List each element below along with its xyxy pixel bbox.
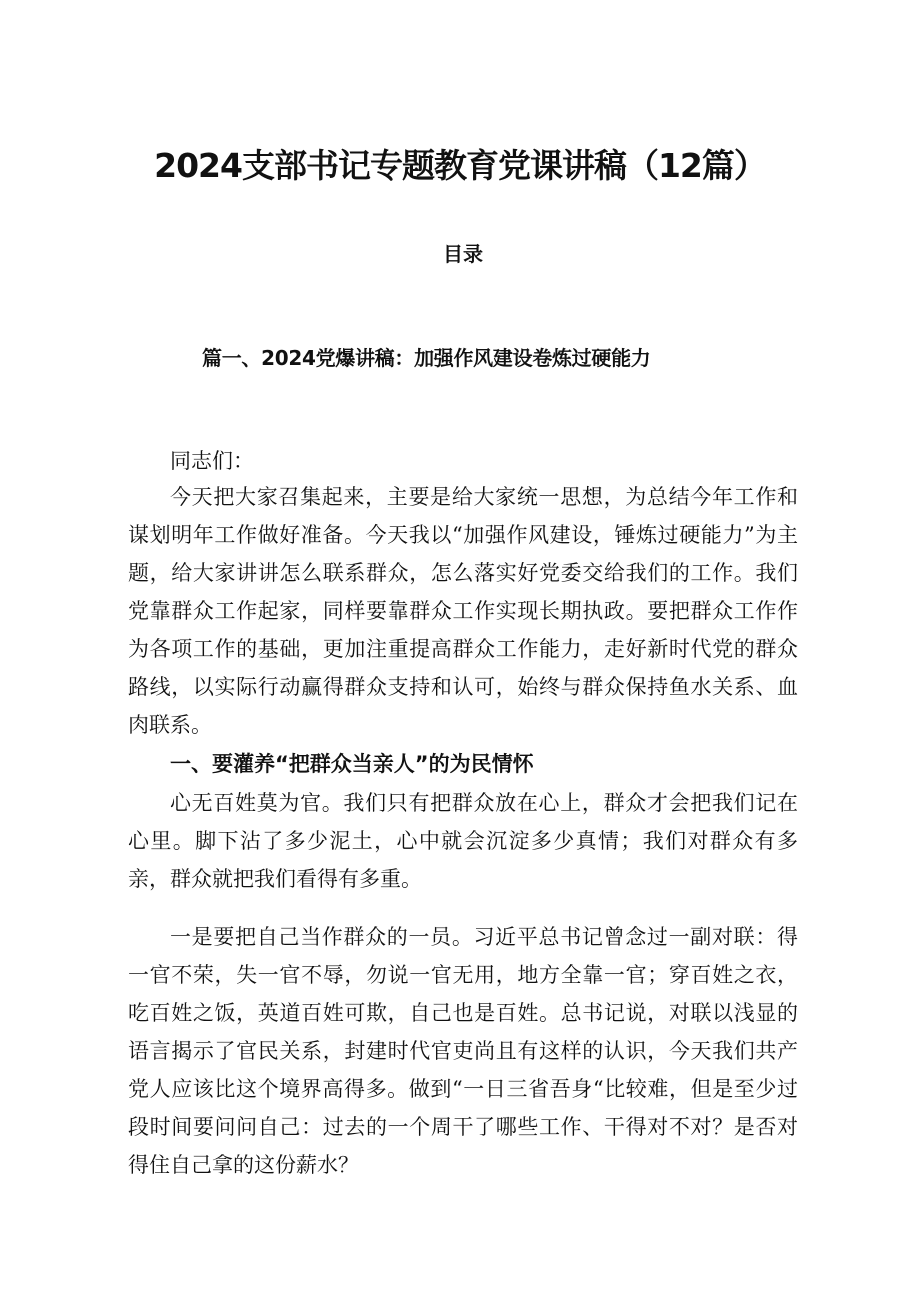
part-title: 篇一、2024党爆讲稿：加强作风建设卷炼过硬能力: [202, 346, 651, 370]
salutation: 同志们：: [170, 449, 254, 473]
paragraph-one-of-masses: 一是要把自己当作群众的一员。习近平总书记曾念过一副对联：得一官不荣，失一官不辱，勿说一官无用，地方全靠一官；穿百姓之衣，吃百姓之饭，英道百姓可欺，自己也是百姓。总书记说，对联以浅显的语言揭示了官民关系，封建时代官吏尚且有这样的认识，今天我们共产党人应该比这个境界高得多。做到“一日三省吾身“比较难，但是至少过段时间要问问自己：过去的一个周干了哪些工作、干得对不对？是否对得住自己拿的这份薪水？: [128, 925, 798, 1177]
paragraph-intro: 今天把大家召集起来，主要是给大家统一思想，为总结今年工作和谋划明年工作做好准备。今天我以“加强作风建设，锤炼过硬能力”为主题，给大家讲讲怎么联系群众，怎么落实好党委交给我们的工作。我们党靠群众工作起家，同样要靠群众工作实现长期执政。要把群众工作作为各项工作的基础，更加注重提高群众工作能力，走好新时代党的群众路线，以实际行动赢得群众支持和认可，始终与群众保持鱼水关系、血肉联系。: [128, 485, 798, 737]
paragraph-heart: 心无百姓莫为官。我们只有把群众放在心上，群众才会把我们记在心里。脚下沾了多少泥土，心中就会沉淀多少真情；我们对群众有多亲，群众就把我们看得有多重。: [128, 791, 798, 891]
toc-heading: 目录: [443, 242, 483, 266]
document-title: 2024支部书记专题教育党课讲稿（12篇）: [154, 146, 766, 185]
section-heading: 一、要灌养“把群众当亲人”的为民情怀: [170, 752, 534, 776]
